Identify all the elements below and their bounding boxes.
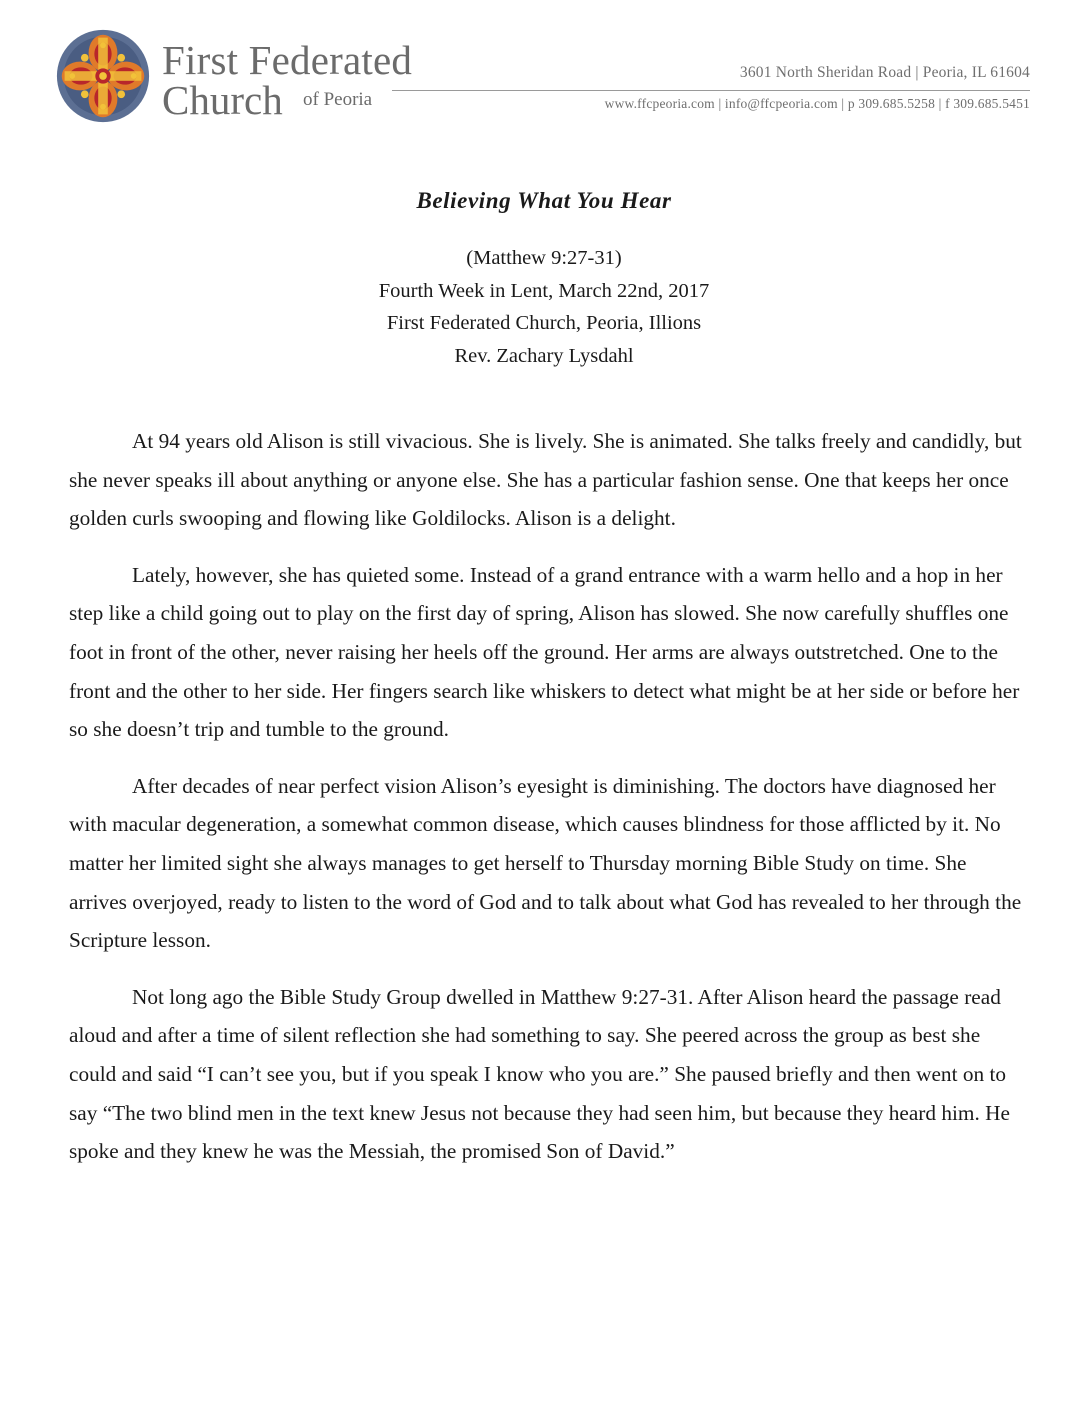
church-name-suffix: of Peoria	[303, 89, 373, 110]
church-contact: www.ffcpeoria.com | info@ffcpeoria.com | p 309.685.5258 | f 309.685.5451	[604, 96, 1030, 111]
church-address: 3601 North Sheridan Road | Peoria, IL 61604	[739, 64, 1030, 81]
church-name-line1: First Federated	[162, 37, 413, 83]
letterhead-divider	[392, 90, 1030, 91]
sermon-body	[69, 422, 1024, 1189]
body-paragraph: Not long ago the Bible Study Group dwelled in Matthew 9:27-31. After Alison heard the passage read aloud and after a time of silent reflection she had something to say. She peered across the group as best she could and said “I can’t see you, but if you speak I know who you are.” She paused briefly and then went on to say “The two blind men in the text knew Jesus not because they had seen him, but because they heard him. He spoke and they knew he was the Messiah, the promised Son of David.”	[69, 984, 1010, 1164]
body-paragraph: At 94 years old Alison is still vivacious. She is lively. She is animated. She talks freely and candidly, but she never speaks ill about anything or anyone else. She has a particular fashion sense. One that keeps her once golden curls swooping and flowing like Goldilocks. Alison is a delight.	[69, 429, 1022, 531]
sermon-title: Believing What You Hear	[416, 188, 672, 213]
letterhead	[0, 0, 1088, 130]
church-name-line2: Church	[162, 77, 283, 123]
sermon-occasion: Fourth Week in Lent, March 22nd, 2017	[378, 279, 710, 302]
sermon-info	[0, 242, 1088, 373]
quatrefoil-cross-icon	[55, 28, 151, 124]
body-paragraph: Lately, however, she has quieted some. Instead of a grand entrance with a warm hello and a hop in her step like a child going out to play on the first day of spring, Alison has slowed. She now carefully shuffles one foot in front of the other, never raising her heels off the ground. Her arms are always outstretched. One to the front and the other to her side. Her fingers search like whiskers to detect what might be at her side or before her so she doesn’t trip and tumble to the ground.	[69, 562, 1020, 742]
sermon-venue: First Federated Church, Peoria, Illions	[386, 312, 702, 335]
sermon-preacher: Rev. Zachary Lysdahl	[454, 345, 634, 368]
body-paragraph: After decades of near perfect vision Alison’s eyesight is diminishing. The doctors have diagnosed her with macular degeneration, a somewhat common disease, which causes blindness for those afflicted by it. No matter her limited sight she always manages to get herself to Thursday morning Bible Study on time. She arrives overjoyed, ready to listen to the word of God and to talk about what God has revealed to her through the Scripture lesson.	[69, 773, 1022, 953]
scripture-reference: (Matthew 9:27-31)	[466, 247, 622, 269]
